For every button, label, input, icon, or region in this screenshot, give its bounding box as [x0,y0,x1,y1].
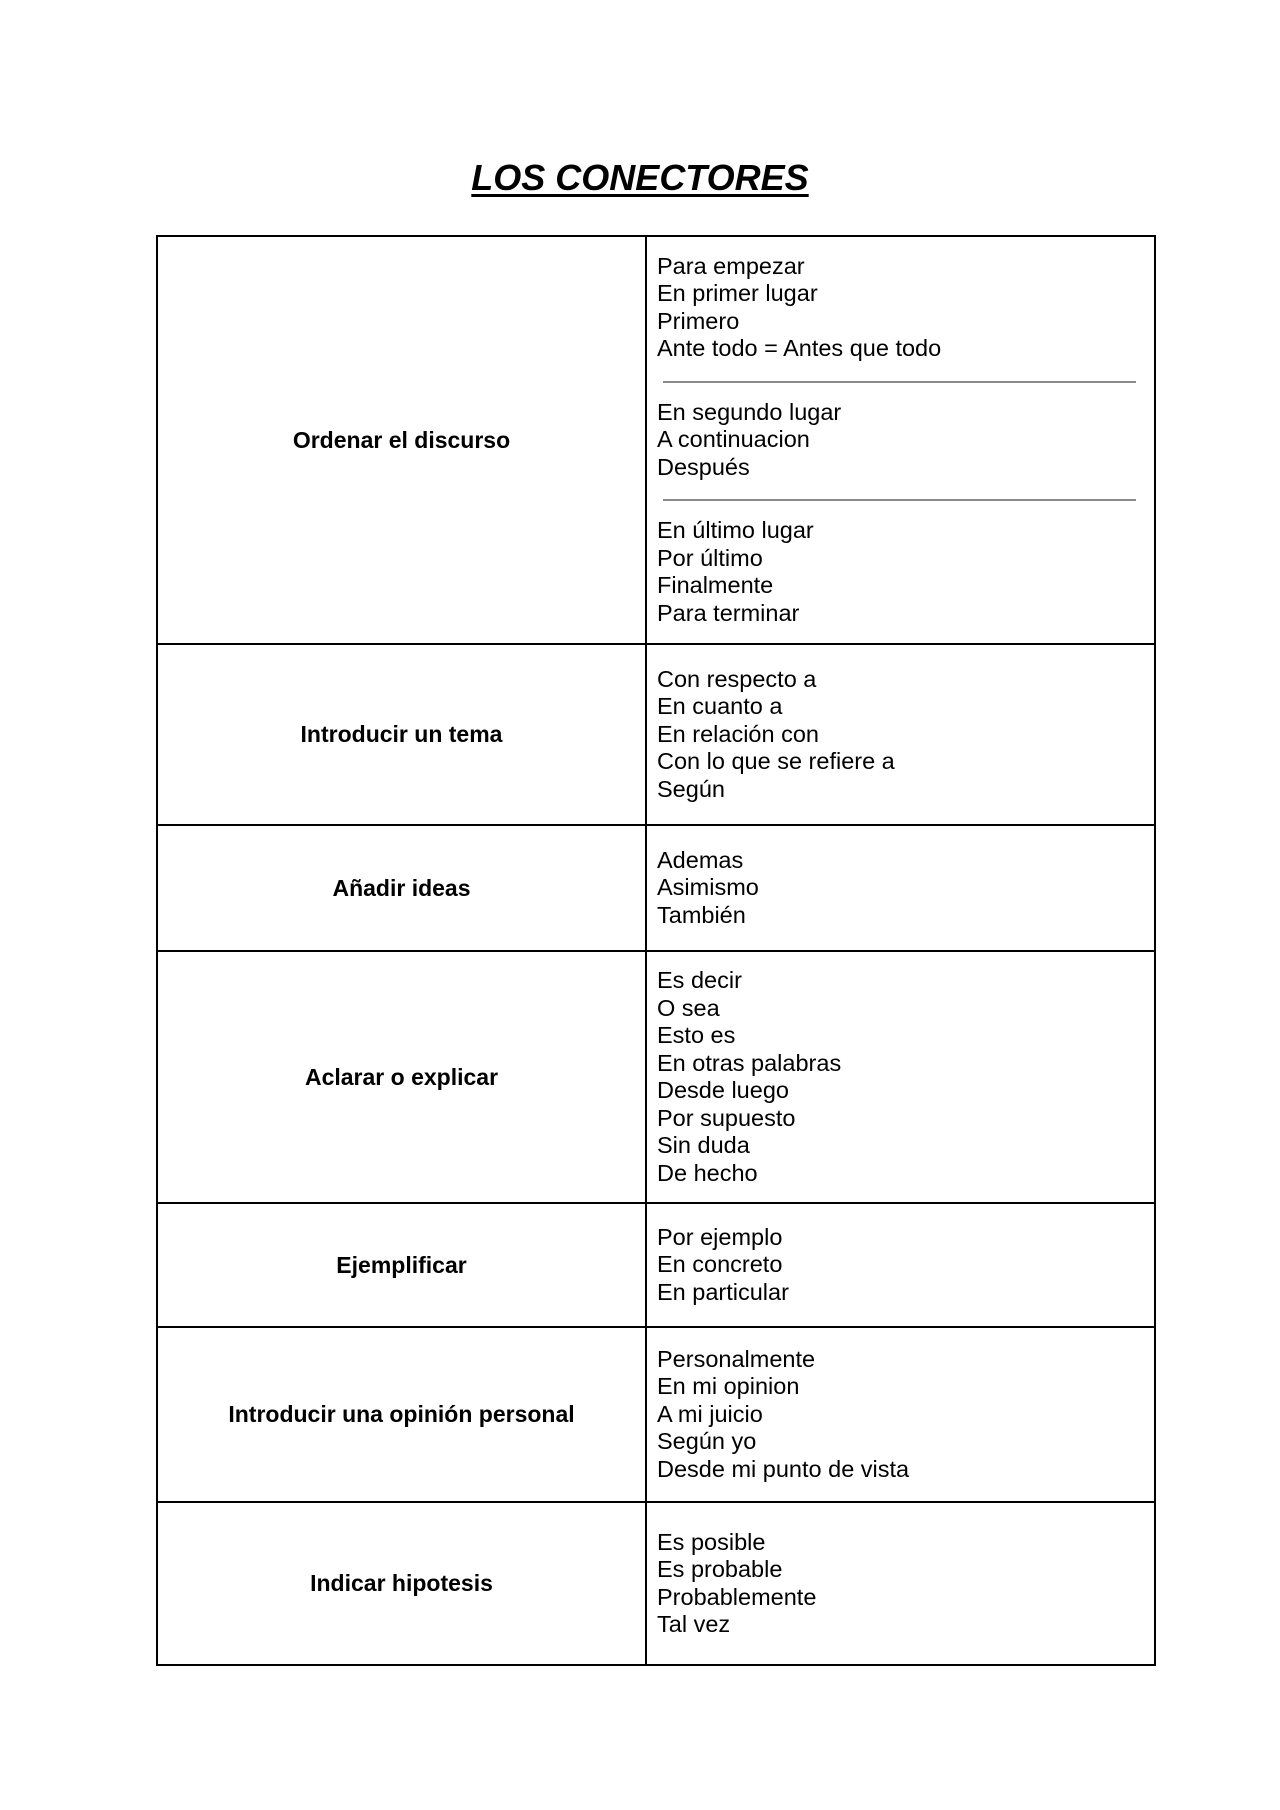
connectors-cell [646,236,1155,644]
connector-item: Sin duda [657,1132,750,1158]
connector-item: En mi opinion [657,1373,800,1400]
table-row [157,951,1155,1203]
category-cell: Indicar hipotesis [157,1502,646,1665]
connector-item: Para terminar [657,599,800,626]
table-row [157,1327,1155,1502]
page-title: LOS CONECTORES [471,157,809,198]
connector-item: Asimismo [657,874,759,901]
table-row [157,825,1155,951]
table-row [157,1203,1155,1327]
group-divider [663,499,1136,501]
connector-item: De hecho [657,1159,758,1186]
connector-item: Desde mi punto de vista [657,1455,910,1482]
connector-item: O sea [657,994,720,1021]
connector-item: Primero [657,307,740,334]
connector-item: Finalmente [657,572,774,599]
category-cell: Aclarar o explicar [157,951,646,1203]
connectors-table [156,235,1156,1666]
connector-item: A mi juicio [657,1400,763,1427]
connector-item: Según [657,775,725,802]
connector-item: Ante todo = Antes que todo [657,335,942,362]
connector-item: Es probable [657,1556,783,1582]
connector-item: En cuanto a [657,693,783,720]
category-cell: Añadir ideas [157,825,646,951]
connectors-cell [646,951,1155,1203]
connector-item: En particular [657,1278,789,1305]
connectors-cell [646,644,1155,825]
connector-item: Es decir [657,967,742,993]
connector-item: Probablemente [657,1583,817,1610]
connector-item: Por ejemplo [657,1223,783,1250]
connector-item: Personalmente [657,1345,816,1372]
connector-item: En relación con [657,720,819,747]
connector-item: Esto es [657,1022,736,1048]
connector-item: Ademas [657,846,744,873]
category-cell: Introducir un tema [157,644,646,825]
connector-item: Por supuesto [657,1104,796,1131]
connector-item: Después [657,453,750,480]
category-cell: Ejemplificar [157,1203,646,1327]
connector-item: Tal vez [657,1611,731,1637]
group-divider [663,381,1136,383]
connector-item: En otras palabras [657,1049,842,1076]
connector-item: Por último [657,544,763,571]
connector-item: En concreto [657,1251,783,1278]
connector-item: Con respecto a [657,665,817,692]
connector-item: En segundo lugar [657,398,842,425]
connector-item: También [657,901,746,928]
connectors-cell [646,825,1155,951]
connectors-cell [646,1502,1155,1665]
category-cell: Ordenar el discurso [157,236,646,644]
connector-item: En último lugar [657,517,814,544]
connector-item: Con lo que se refiere a [657,748,895,775]
connector-item: A continuacion [657,426,810,453]
table-row [157,644,1155,825]
connector-item: Para empezar [657,252,805,279]
connector-item: Desde luego [657,1077,789,1103]
connector-item: En primer lugar [657,280,818,307]
category-cell: Introducir una opinión personal [157,1327,646,1502]
connector-item: Según yo [657,1428,757,1455]
table-row [157,1502,1155,1665]
connectors-cell [646,1203,1155,1327]
connector-item: Es posible [657,1528,766,1555]
table-row [157,236,1155,644]
connectors-cell [646,1327,1155,1502]
